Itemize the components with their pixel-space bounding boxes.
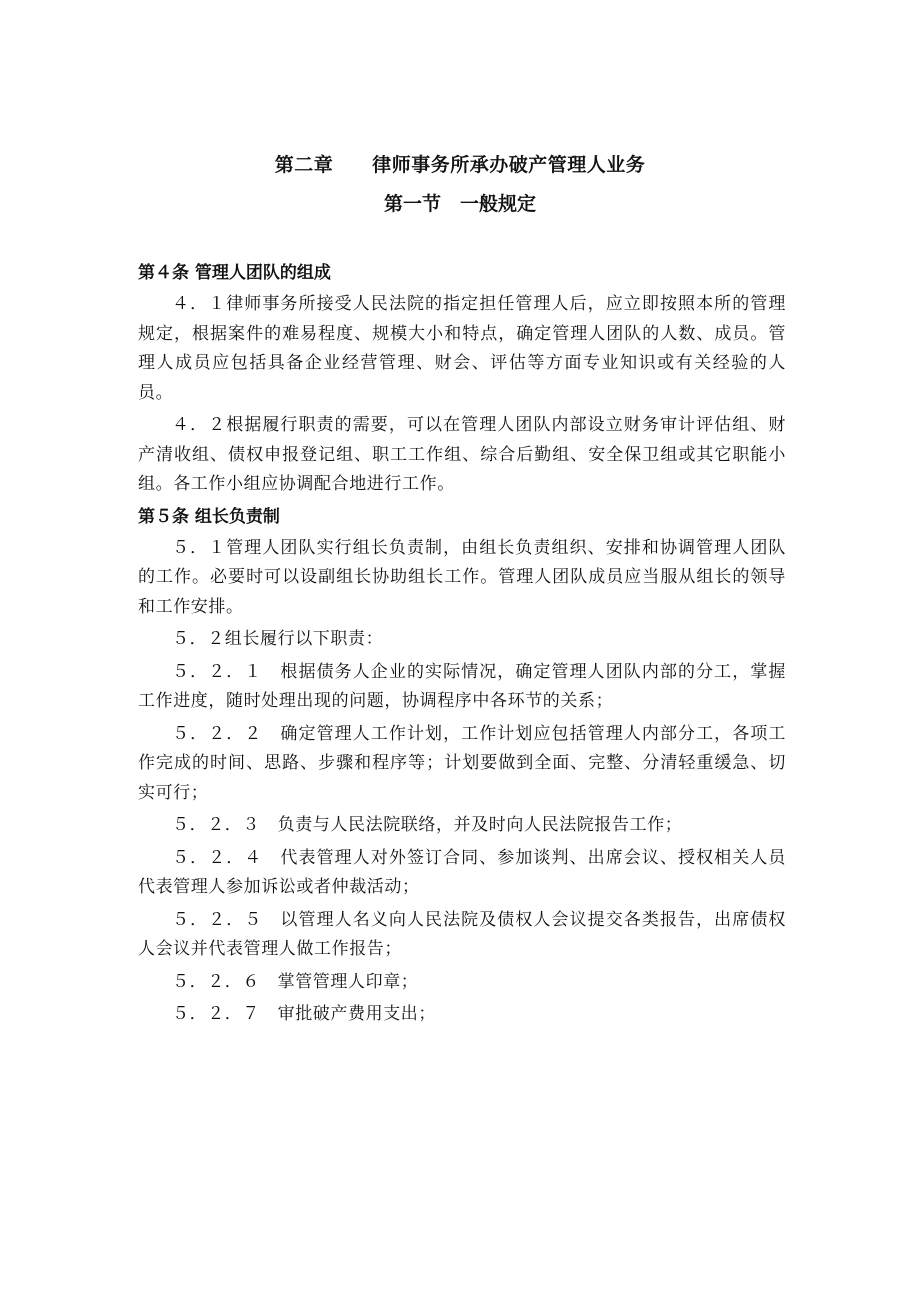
paragraph: ５．２．３ 负责与人民法院联络，并及时向人民法院报告工作； [172,815,683,835]
article-heading: 第４条 管理人团队的组成 [138,263,331,283]
article-4 [138,260,786,500]
paragraph: ５．２．４ 代表管理人对外签订合同、参加谈判、出席会议、授权相关人员代表管理人参加诉讼或者仲裁活动； [138,847,786,897]
paragraph: ５．２．７ 审批破产费用支出； [172,1004,436,1024]
paragraph: ５．２．６ 掌管管理人印章； [172,971,419,992]
paragraph: ５．２．１ 根据债务人企业的实际情况，确定管理人团队内部的分工，掌握工作进度，随时处理出现的问题，协调程序中各环节的关系； [138,661,786,711]
paragraph: ４．２根据履行职责的需要，可以在管理人团队内部设立财务审计评估组、财产清收组、债权申报登记组、职工工作组、综合后勤组、安全保卫组或其它职能小组。各工作小组应协调配合地进行工作。 [138,415,786,494]
section-title: 第一节 一般规定 [383,193,536,215]
paragraph: ５．１管理人团队实行组长负责制，由组长负责组织、安排和协调管理人团队的工作。必要时可以设副组长协助组长工作。管理人团队成员应当服从组长的领导和工作安排。 [138,537,786,617]
paragraph: ５．２．２ 确定管理人工作计划，工作计划应包括管理人内部分工，各项工作完成的时间、思路、步骤和程序等；计划要做到全面、完整、分清轻重缓急、切实可行； [138,723,786,803]
chapter-title: 第二章 律师事务所承办破产管理人业务 [274,154,646,176]
paragraph: ５．２．５ 以管理人名义向人民法院及债权人会议提交各类报告，出席债权人会议并代表管理人做工作报告； [138,909,786,959]
article-heading: 第５条 组长负责制 [138,506,280,527]
paragraph: ５．２组长履行以下职责： [172,629,384,649]
document-body [138,260,786,1030]
article-5 [138,504,786,1030]
paragraph: ４．１律师事务所接受人民法院的指定担任管理人后，应立即按照本所的管理规定，根据案件的难易程度、规模大小和特点，确定管理人团队的人数、成员。管理人成员应包括具备企业经营管理、财会、评估等方面专业知识或有关经验的人员。 [138,294,786,403]
